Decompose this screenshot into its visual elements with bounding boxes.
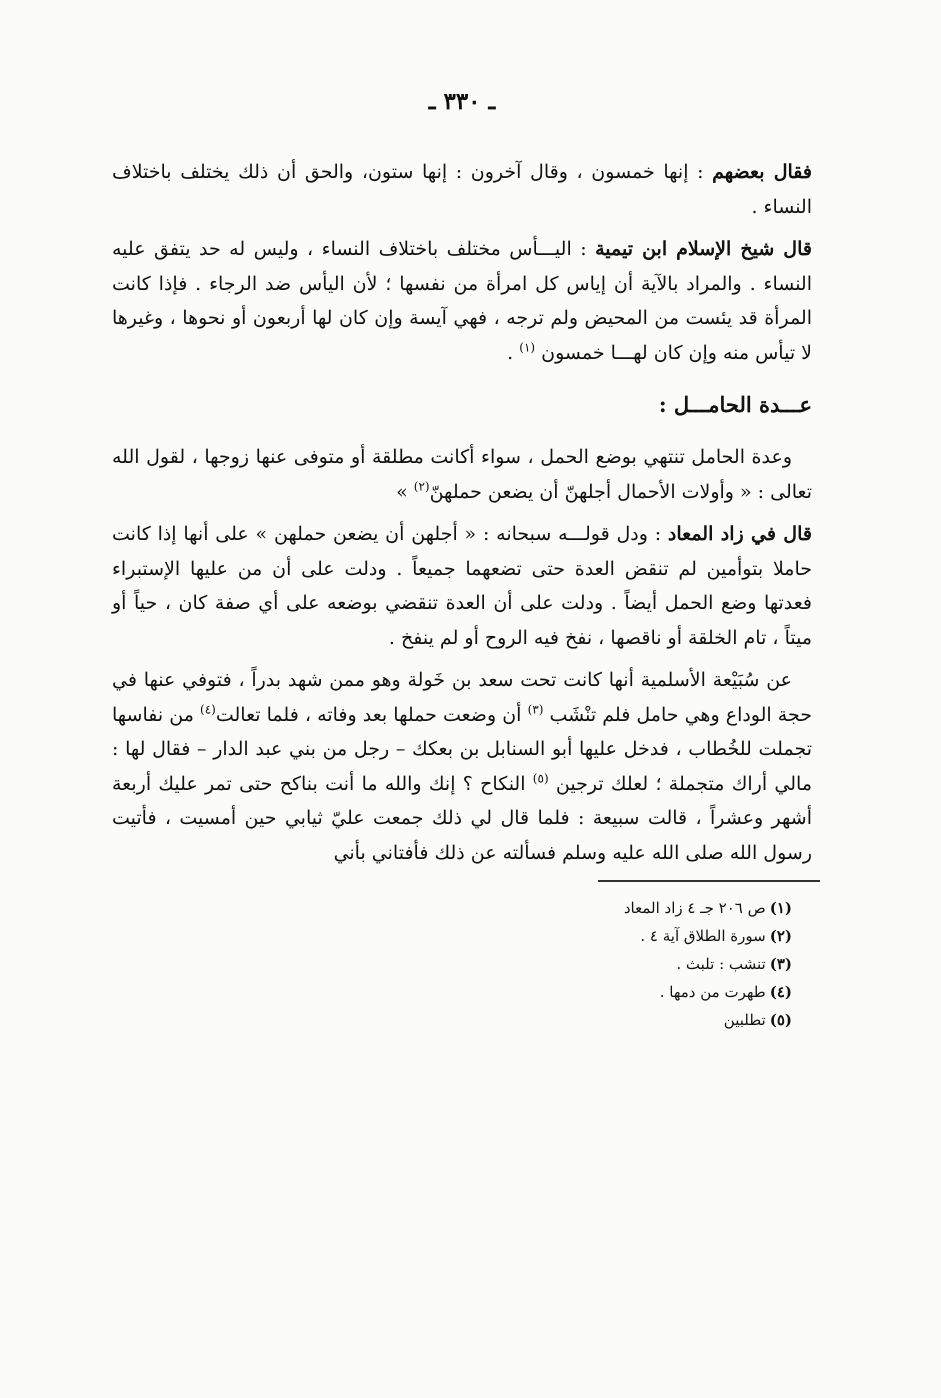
paragraph-lead: قال شيخ الإسلام ابن تيمية [595,238,812,260]
paragraph-1 [112,155,812,224]
paragraph-tail: . [507,341,520,364]
footnote-text: سورة الطلاق آية ٤ . [640,927,766,945]
document-page [112,88,812,1034]
footnote-number: (٥) [769,1011,792,1029]
footnote-ref: (١) [519,340,536,355]
footnote-item [112,1006,792,1034]
paragraph-text: النكاح ؟ إنك والله ما أنت بناكح حتى تمر عليك أربعة أشهر وعشراً ، قالت سبيعة : فلما قال لي ذلك جمعت عليّ ثيابي حين أمسيت ، فأتيت رسول الله صلى الله عليه وسلم فسألته عن ذلك فأفتاني بأني [112,772,812,864]
footnote-item [112,894,792,922]
footnote-number: (٤) [769,983,792,1001]
footnote-ref: (٣) [527,702,544,717]
paragraph-5 [112,663,812,870]
footnote-number: (١) [769,899,792,917]
paragraph-2 [112,232,812,370]
paragraph-tail: » [396,480,414,503]
footnote-item [112,950,792,978]
paragraph-text: وعدة الحامل تنتهي بوضع الحمل ، سواء أكانت مطلقة أو متوفى عنها زوجها ، لقول الله تعالى : « وأولات الأحمال أجلهنّ أن يضعن حملهنّ [112,446,812,503]
footnote-item [112,978,792,1006]
footnote-text: تطلبين [723,1011,766,1029]
paragraph-text: : إنها خمسون ، وقال آخرون : إنها ستون، والحق أن ذلك يختلف باختلاف النساء . [112,161,812,218]
footnote-divider [598,880,820,882]
footnote-number: (٢) [769,927,792,945]
paragraph-text: أن وضعت حملها بعد وفاته ، فلما تعالت [215,703,528,726]
footnote-item [112,922,792,950]
paragraph-text: : ودل قولـــه سبحانه : « أجلهن أن يضعن حملهن » على أنها إذا كانت حاملا بتوأمين لم تنقض العدة حتى تضعهما جميعاً . ودلت على أن من عليها الإستبراء فعدتها وضع الحمل أيضاً . ودلت على أن العدة تنقضي بوضعه على أي صفة كان ، حياً أو ميتاً ، تام الخلقة أو ناقصها ، نفخ فيه الروح أو لم ينفخ . [112,523,812,649]
paragraph-text: : اليـــأس مختلف باختلاف النساء ، وليس له حد يتفق عليه النساء . والمراد بالآية أن إياس كل امرأة من نفسها ؛ لأن اليأس ضد الرجاء . فإذا كانت المرأة قد يئست من المحيض ولم ترجه ، فهي آيسة وإن كان لها أربعون أو نحوها ، وغيرها لا تيأس منه وإن كان لهـــا خمسون [112,238,812,364]
paragraph-text: عن سُبَيْعة الأسلمية أنها كانت تحت سعد بن خَولة وهو ممن شهد بدراً ، فتوفي عنها في حجة الوداع وهي حامل فلم تنْشَب [112,669,812,726]
paragraph-lead: قال في زاد المعاد [667,523,812,545]
footnote-ref: (٤) [200,702,216,717]
page-number: ـ ٣٣٠ ـ [428,88,496,115]
footnote-number: (٣) [769,955,792,973]
paragraph-4 [112,517,812,655]
footnotes [112,894,792,1034]
paragraph-lead: فقال بعضهم [712,161,812,183]
footnote-ref: (٥) [532,771,549,786]
footnote-text: تنشب : تلبث . [676,955,766,973]
footnote-text: ص ٢٠٦ جـ ٤ زاد المعاد [623,899,766,917]
paragraph-3 [112,440,812,509]
footnote-text: طهرت من دمها . [659,983,766,1001]
footnote-ref: (٢) [413,479,430,494]
section-heading: عـــدة الحامـــل : [658,392,812,417]
paragraph-text: من نفاسها تجملت للخُطاب ، فدخل عليها أبو السنابل بن بعكك – رجل من بني عبد الدار – فقال لها : مالي أراك متجملة ؛ لعلك ترجين [112,703,813,795]
